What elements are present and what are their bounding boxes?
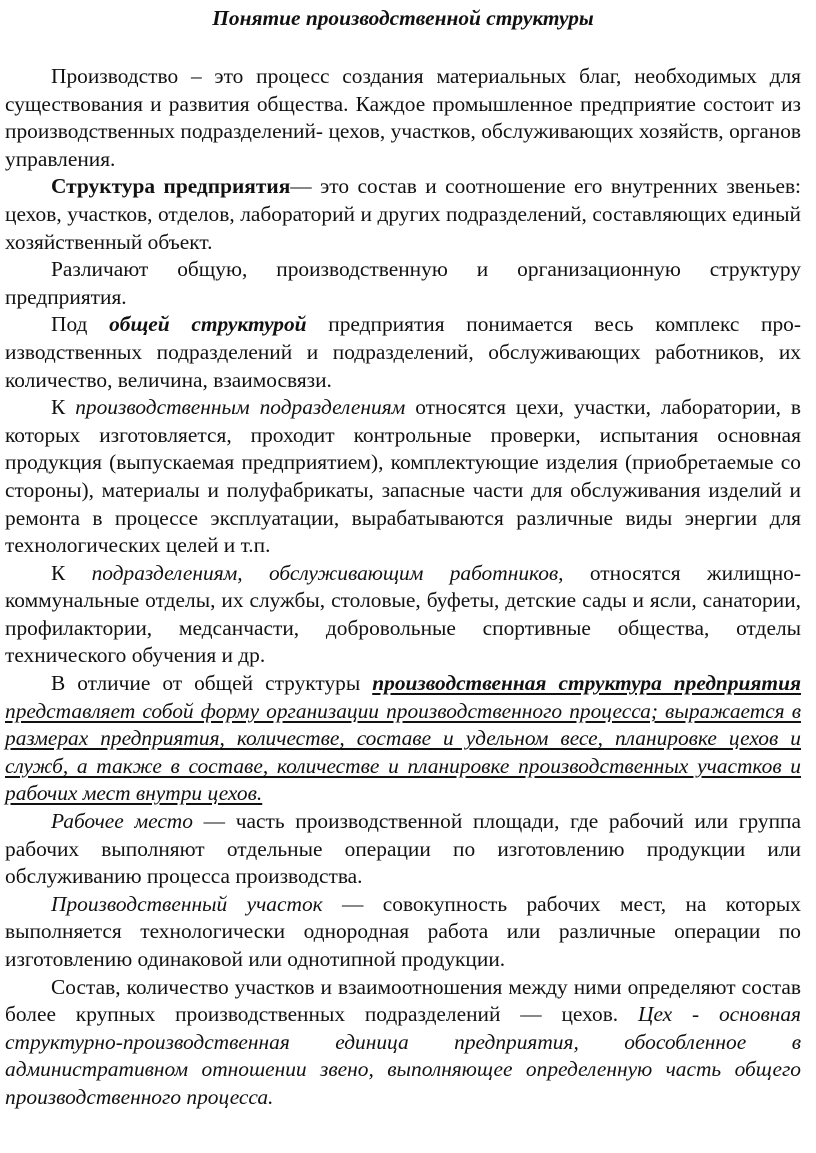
term-enterprise-structure: Структура предприятия [51, 174, 291, 199]
paragraph-production-units [5, 394, 801, 560]
page-title: Понятие производственной структуры [212, 6, 594, 30]
text-workshop: Состав, количество участков и взаимоотношения между ними определяют состав более крупных производственных подразделений — цехов. [5, 974, 801, 1027]
lead-general-structure: Под [51, 312, 110, 337]
paragraph-structure-types: Различают общую, производственную и организационную структуру предприятия. [5, 257, 801, 309]
lead-production-units: К [51, 395, 76, 420]
lead-production-structure: В отличие от общей структуры [51, 671, 373, 696]
definition-enterprise-structure: — это состав и соотношение его внутренних звеньев: цехов, участков, отделов, лабораторий и других подразделений, составляющих единый хозяйственный объект. [5, 174, 801, 254]
title-spacer [5, 34, 801, 63]
paragraph-service-units [5, 560, 801, 670]
term-service-units: подразделениям, обслуживающим работников, [91, 560, 564, 585]
definition-service-units: относятся жилищно-коммунальные отделы, их службы, столовые, буфеты, детские сады и ясли, санатории, профилактории, медсанчасти, добровольные спортивные общества, отделы технического обучения и др. [5, 560, 801, 668]
term-workplace: Рабочее место [51, 809, 193, 834]
definition-production-structure: представляет собой форму организации производственного процесса; выражается в размерах предприятия, количестве, составе и удельном весе, планировке цехов и служб, а также в составе, количестве и планировке производственных участков и рабочих мест внутри цехов. [5, 698, 801, 806]
paragraph-workplace [5, 808, 801, 891]
definition-production-section: — совокупность рабочих мест, на которых выполняется технологически однородная работа или различные операции по изготовлению одинаковой или однотипной продукции. [5, 891, 801, 971]
paragraph-general-structure [5, 311, 801, 394]
definition-production-units: относятся цехи, участки, лаборатории, в которых изготовляется, проходит контрольные проверки, испытания основная продукция (выпускаемая предприятием), комплектующие изделия (приобретаемые со стороны), материалы и полуфабрикаты, запасные части для обслуживания изделий и ремонта в процессе эксплуатации, вырабатываются различные виды энергии для технологических целей и т.п. [5, 395, 802, 558]
lead-service-units: К [51, 560, 92, 585]
term-production-units: производственным подразделениям [75, 395, 406, 420]
paragraph-production-structure [5, 670, 801, 808]
definition-general-structure: предприятия понимается весь комплекс производственных подразделений и подразделений, обслуживающих работников, их количество, величина, взаимосвязи. [5, 312, 802, 392]
paragraph-enterprise-structure [5, 173, 801, 256]
definition-workplace: — часть производственной площади, где рабочий или группа рабочих выполняют отдельные операции по изготовлению продукции или обслуживанию процесса производства. [5, 809, 801, 889]
paragraph-production-section [5, 891, 801, 974]
term-production-structure: производственная структура предприятия [372, 671, 801, 696]
paragraph-production-definition: Производство – это процесс создания материальных благ, необходимых для существования и развития общества. Каждое промышленное предприятие состоит из производственных подразделений- цехов, участков, обслуживающих хозяйств, органов управления. [5, 64, 801, 171]
definition-workshop: Цех - основная структурно-производственная единица предприятия, обособленное в административном отношении звено, выполняющее определенную часть общего производственного процесса. [5, 1002, 801, 1109]
paragraph-workshop [5, 974, 801, 1112]
term-production-section: Производственный участок [51, 891, 323, 916]
term-general-structure: общей структурой [109, 312, 307, 337]
